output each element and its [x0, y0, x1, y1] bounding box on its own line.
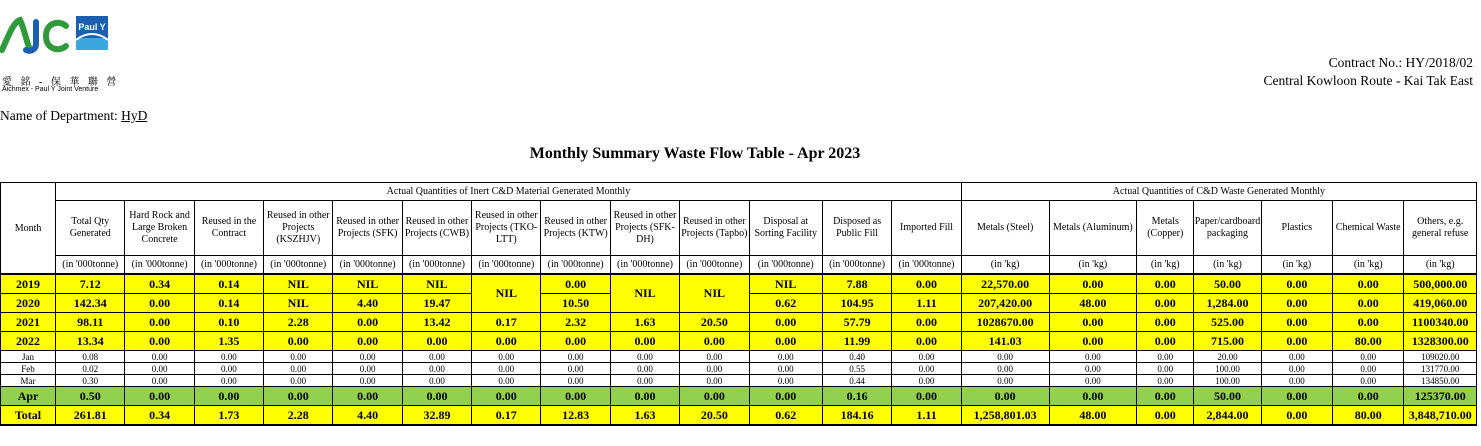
- unit-row: [1, 256, 1477, 275]
- cell: 0.00: [961, 363, 1049, 375]
- cell: 0.00: [1137, 313, 1194, 332]
- cell: 0.10: [194, 313, 263, 332]
- cell: 0.14: [194, 294, 263, 313]
- cell: 0.00: [125, 332, 194, 351]
- cell: 1.63: [610, 313, 679, 332]
- cell: 715.00: [1194, 332, 1261, 351]
- cell: 0.00: [961, 387, 1049, 406]
- cell: 0.00: [125, 375, 194, 387]
- cell: 0.00: [749, 332, 822, 351]
- cell: 0.00: [610, 363, 679, 375]
- cell: 0.00: [194, 363, 263, 375]
- cell: 0.00: [402, 375, 471, 387]
- cell: 0.00: [264, 332, 333, 351]
- cell: 0.08: [56, 351, 125, 363]
- column-header: Metals (Steel): [961, 201, 1049, 256]
- cell: 0.00: [264, 387, 333, 406]
- cell: 7.88: [822, 274, 891, 294]
- cell: 184.16: [822, 406, 891, 426]
- cell: 207,420.00: [961, 294, 1049, 313]
- cell: 0.00: [125, 387, 194, 406]
- cell: 0.00: [1137, 375, 1194, 387]
- cell: 0.00: [264, 375, 333, 387]
- cell: 4.40: [333, 406, 402, 426]
- unit-cell: (in '000tonne): [194, 256, 263, 275]
- cell: 0.00: [1137, 332, 1194, 351]
- unit-cell: (in '000tonne): [264, 256, 333, 275]
- cell: 0.00: [680, 363, 749, 375]
- merged-cell: NIL: [610, 274, 679, 313]
- column-header: Others, e.g. general refuse: [1404, 201, 1477, 256]
- unit-cell: (in 'kg): [1333, 256, 1404, 275]
- cell: 0.00: [402, 387, 471, 406]
- column-header-row: [1, 201, 1477, 256]
- cell: 80.00: [1333, 332, 1404, 351]
- unit-cell: (in '000tonne): [56, 256, 125, 275]
- cell: 11.99: [822, 332, 891, 351]
- cell: 2.28: [264, 313, 333, 332]
- cell: 0.00: [1333, 294, 1404, 313]
- cell: 32.89: [402, 406, 471, 426]
- row-label: Apr: [1, 387, 56, 406]
- logo-chinese-name: 愛 銘 - 保 華 聯 營: [2, 77, 120, 88]
- cell: 0.00: [610, 332, 679, 351]
- cell: NIL: [333, 274, 402, 294]
- cell: 0.00: [892, 332, 962, 351]
- cell: 0.00: [1049, 363, 1137, 375]
- cell: 141.03: [961, 332, 1049, 351]
- cell: 419,060.00: [1404, 294, 1477, 313]
- cell: 1.11: [892, 294, 962, 313]
- cell: 0.00: [1137, 406, 1194, 426]
- merged-cell: NIL: [472, 274, 541, 313]
- cell: 0.00: [892, 375, 962, 387]
- unit-cell: (in 'kg): [1261, 256, 1332, 275]
- cell: 0.00: [1261, 313, 1332, 332]
- department-line: [0, 108, 147, 124]
- column-header: Paper/cardboard packaging: [1194, 201, 1261, 256]
- row-label: 2019: [1, 274, 56, 294]
- unit-cell: (in '000tonne): [541, 256, 610, 275]
- cell: 0.44: [822, 375, 891, 387]
- unit-cell: (in '000tonne): [610, 256, 679, 275]
- cell: 0.00: [541, 351, 610, 363]
- cell: 525.00: [1194, 313, 1261, 332]
- table-body: [1, 274, 1477, 425]
- unit-cell: (in 'kg): [961, 256, 1049, 275]
- cell: 0.00: [541, 274, 610, 294]
- cell: 1.63: [610, 406, 679, 426]
- column-header: Chemical Waste: [1333, 201, 1404, 256]
- cell: 0.00: [194, 351, 263, 363]
- cell: 0.00: [1049, 375, 1137, 387]
- department-label: Name of Department:: [0, 108, 118, 123]
- inert-group-header: Actual Quantities of Inert C&D Material Generated Monthly: [56, 183, 962, 201]
- page-title: Monthly Summary Waste Flow Table - Apr 2023: [529, 145, 861, 162]
- column-header: Reused in other Projects (KSZHJV): [264, 201, 333, 256]
- cell: 0.00: [1137, 274, 1194, 294]
- waste-group-header: Actual Quantities of C&D Waste Generated Monthly: [961, 183, 1476, 201]
- cell: 20.50: [680, 406, 749, 426]
- cell: 109020.00: [1404, 351, 1477, 363]
- cell: 0.00: [610, 375, 679, 387]
- cell: 0.00: [892, 387, 962, 406]
- merged-cell: NIL: [680, 274, 749, 313]
- cell: 0.00: [472, 363, 541, 375]
- cell: 142.34: [56, 294, 125, 313]
- cell: 131770.00: [1404, 363, 1477, 375]
- cell: 0.00: [264, 363, 333, 375]
- cell: 10.50: [541, 294, 610, 313]
- cell: 0.00: [125, 351, 194, 363]
- cell: NIL: [264, 294, 333, 313]
- cell: 0.00: [749, 387, 822, 406]
- unit-cell: (in '000tonne): [680, 256, 749, 275]
- cell: 0.00: [333, 351, 402, 363]
- cell: 0.00: [125, 294, 194, 313]
- cell: 0.00: [1261, 387, 1332, 406]
- cell: 0.00: [1049, 332, 1137, 351]
- cell: 0.00: [1333, 363, 1404, 375]
- cell: 19.47: [402, 294, 471, 313]
- row-label: 2021: [1, 313, 56, 332]
- cell: 20.00: [1194, 351, 1261, 363]
- table-row: [1, 274, 1477, 294]
- table-row: [1, 375, 1477, 387]
- cell: 0.16: [822, 387, 891, 406]
- cell: 0.00: [749, 363, 822, 375]
- row-label: Total: [1, 406, 56, 426]
- cell: 0.34: [125, 406, 194, 426]
- cell: 0.00: [264, 351, 333, 363]
- group-header-row: [1, 183, 1477, 201]
- cell: 0.55: [822, 363, 891, 375]
- month-header: Month: [1, 183, 56, 275]
- unit-cell: (in '000tonne): [333, 256, 402, 275]
- unit-cell: (in 'kg): [1137, 256, 1194, 275]
- waste-flow-table: [0, 182, 1477, 426]
- cell: 12.83: [541, 406, 610, 426]
- cell: 0.00: [1049, 387, 1137, 406]
- cell: 0.00: [402, 351, 471, 363]
- company-logo: [0, 14, 120, 93]
- cell: 0.62: [749, 294, 822, 313]
- table-row: [1, 313, 1477, 332]
- column-header: Reused in the Contract: [194, 201, 263, 256]
- cell: 0.00: [892, 351, 962, 363]
- cell: 0.62: [749, 406, 822, 426]
- cell: 0.00: [1137, 363, 1194, 375]
- column-header: Reused in other Projects (Tapbo): [680, 201, 749, 256]
- cell: 1028670.00: [961, 313, 1049, 332]
- cell: 0.00: [541, 375, 610, 387]
- cell: 2.28: [264, 406, 333, 426]
- column-header: Reused in other Projects (CWB): [402, 201, 471, 256]
- cell: 0.00: [1261, 363, 1332, 375]
- column-header: Metals (Aluminum): [1049, 201, 1137, 256]
- cell: 1,258,801.03: [961, 406, 1049, 426]
- cell: 0.00: [472, 375, 541, 387]
- column-header: Disposed as Public Fill: [822, 201, 891, 256]
- cell: 0.00: [194, 387, 263, 406]
- table-row: [1, 387, 1477, 406]
- column-header: Metals (Copper): [1137, 201, 1194, 256]
- cell: 0.00: [892, 363, 962, 375]
- cell: 50.00: [1194, 387, 1261, 406]
- cell: 0.00: [749, 313, 822, 332]
- cell: 57.79: [822, 313, 891, 332]
- unit-cell: (in 'kg): [1049, 256, 1137, 275]
- cell: NIL: [402, 274, 471, 294]
- column-header: Reused in other Projects (KTW): [541, 201, 610, 256]
- cell: 13.34: [56, 332, 125, 351]
- cell: 0.17: [472, 406, 541, 426]
- column-header: Imported Fill: [892, 201, 962, 256]
- cell: 0.00: [1261, 406, 1332, 426]
- row-label: 2020: [1, 294, 56, 313]
- cell: 7.12: [56, 274, 125, 294]
- cell: 3,848,710.00: [1404, 406, 1477, 426]
- cell: 0.00: [333, 332, 402, 351]
- cell: 0.40: [822, 351, 891, 363]
- cell: 1,284.00: [1194, 294, 1261, 313]
- cell: 0.00: [1261, 332, 1332, 351]
- cell: 0.00: [333, 363, 402, 375]
- unit-cell: (in '000tonne): [749, 256, 822, 275]
- column-header: Hard Rock and Large Broken Concrete: [125, 201, 194, 256]
- column-header: Total Qty Generated: [56, 201, 125, 256]
- contract-number: Contract No.: HY/2018/02: [1328, 55, 1473, 70]
- cell: 22,570.00: [961, 274, 1049, 294]
- cell: 0.00: [1137, 294, 1194, 313]
- cell: 1.35: [194, 332, 263, 351]
- cell: 0.17: [472, 313, 541, 332]
- column-header: Reused in other Projects (SFK-DH): [610, 201, 679, 256]
- cell: 0.00: [333, 375, 402, 387]
- column-header: Reused in other Projects (TKO-LTT): [472, 201, 541, 256]
- cell: 104.95: [822, 294, 891, 313]
- cell: 1100340.00: [1404, 313, 1477, 332]
- cell: 0.00: [1049, 274, 1137, 294]
- cell: 0.00: [1261, 351, 1332, 363]
- cell: 0.00: [892, 274, 962, 294]
- cell: 0.00: [194, 375, 263, 387]
- cell: 261.81: [56, 406, 125, 426]
- cell: 0.00: [1333, 375, 1404, 387]
- cell: NIL: [749, 274, 822, 294]
- cell: 100.00: [1194, 363, 1261, 375]
- unit-cell: (in 'kg): [1404, 256, 1477, 275]
- cell: 134850.00: [1404, 375, 1477, 387]
- cell: 48.00: [1049, 406, 1137, 426]
- cell: 0.00: [472, 351, 541, 363]
- column-header: Plastics: [1261, 201, 1332, 256]
- svg-text:Paul Y: Paul Y: [78, 22, 106, 32]
- unit-cell: (in '000tonne): [892, 256, 962, 275]
- cell: 0.02: [56, 363, 125, 375]
- cell: 98.11: [56, 313, 125, 332]
- cell: 0.00: [1261, 274, 1332, 294]
- total-row: [1, 406, 1477, 426]
- cell: 80.00: [1333, 406, 1404, 426]
- cell: 1.11: [892, 406, 962, 426]
- cell: 0.00: [1049, 313, 1137, 332]
- cell: 0.00: [1137, 351, 1194, 363]
- cell: 2.32: [541, 313, 610, 332]
- cell: 0.00: [749, 375, 822, 387]
- cell: 0.00: [1137, 387, 1194, 406]
- table-row: [1, 351, 1477, 363]
- cell: 0.00: [1333, 387, 1404, 406]
- cell: 0.00: [125, 313, 194, 332]
- cell: 13.42: [402, 313, 471, 332]
- cell: 0.00: [1049, 351, 1137, 363]
- cell: 0.00: [680, 332, 749, 351]
- cell: 4.40: [333, 294, 402, 313]
- cell: 0.00: [402, 332, 471, 351]
- unit-cell: (in '000tonne): [472, 256, 541, 275]
- cell: 0.00: [472, 387, 541, 406]
- cell: 0.00: [1333, 274, 1404, 294]
- cell: 0.00: [749, 351, 822, 363]
- cell: NIL: [264, 274, 333, 294]
- cell: 0.00: [472, 332, 541, 351]
- row-label: Jan: [1, 351, 56, 363]
- unit-cell: (in 'kg): [1194, 256, 1261, 275]
- cell: 500,000.00: [1404, 274, 1477, 294]
- cell: 0.00: [1333, 351, 1404, 363]
- cell: 0.00: [680, 375, 749, 387]
- logo-english-name: Aichmex - Paul Y Joint Venture: [2, 86, 99, 93]
- cell: 0.34: [125, 274, 194, 294]
- cell: 1328300.00: [1404, 332, 1477, 351]
- cell: 0.00: [402, 363, 471, 375]
- department-value: HyD: [121, 108, 148, 123]
- cell: 1.73: [194, 406, 263, 426]
- cell: 0.00: [333, 313, 402, 332]
- cell: 0.00: [541, 387, 610, 406]
- contract-name: Central Kowloon Route - Kai Tak East: [1263, 73, 1473, 88]
- cell: 0.00: [333, 387, 402, 406]
- table-row: [1, 363, 1477, 375]
- cell: 0.50: [56, 387, 125, 406]
- cell: 0.00: [610, 387, 679, 406]
- row-label: Feb: [1, 363, 56, 375]
- unit-cell: (in '000tonne): [125, 256, 194, 275]
- cell: 50.00: [1194, 274, 1261, 294]
- cell: 0.14: [194, 274, 263, 294]
- column-header: Disposal at Sorting Facility: [749, 201, 822, 256]
- cell: 48.00: [1049, 294, 1137, 313]
- cell: 0.00: [1261, 375, 1332, 387]
- cell: 0.00: [541, 363, 610, 375]
- cell: 0.00: [1333, 313, 1404, 332]
- cell: 0.00: [961, 351, 1049, 363]
- column-header: Reused in other Projects (SFK): [333, 201, 402, 256]
- row-label: 2022: [1, 332, 56, 351]
- cell: 0.30: [56, 375, 125, 387]
- cell: 2,844.00: [1194, 406, 1261, 426]
- ajc-paul-y-logo-icon: [0, 14, 112, 58]
- contract-info: [1263, 54, 1473, 90]
- cell: 0.00: [961, 375, 1049, 387]
- cell: 0.00: [892, 313, 962, 332]
- cell: 20.50: [680, 313, 749, 332]
- cell: 0.00: [541, 332, 610, 351]
- table-row: [1, 332, 1477, 351]
- cell: 0.00: [680, 351, 749, 363]
- cell: 0.00: [1261, 294, 1332, 313]
- cell: 0.00: [125, 363, 194, 375]
- cell: 100.00: [1194, 375, 1261, 387]
- cell: 125370.00: [1404, 387, 1477, 406]
- unit-cell: (in '000tonne): [402, 256, 471, 275]
- unit-cell: (in '000tonne): [822, 256, 891, 275]
- cell: 0.00: [680, 387, 749, 406]
- cell: 0.00: [610, 351, 679, 363]
- row-label: Mar: [1, 375, 56, 387]
